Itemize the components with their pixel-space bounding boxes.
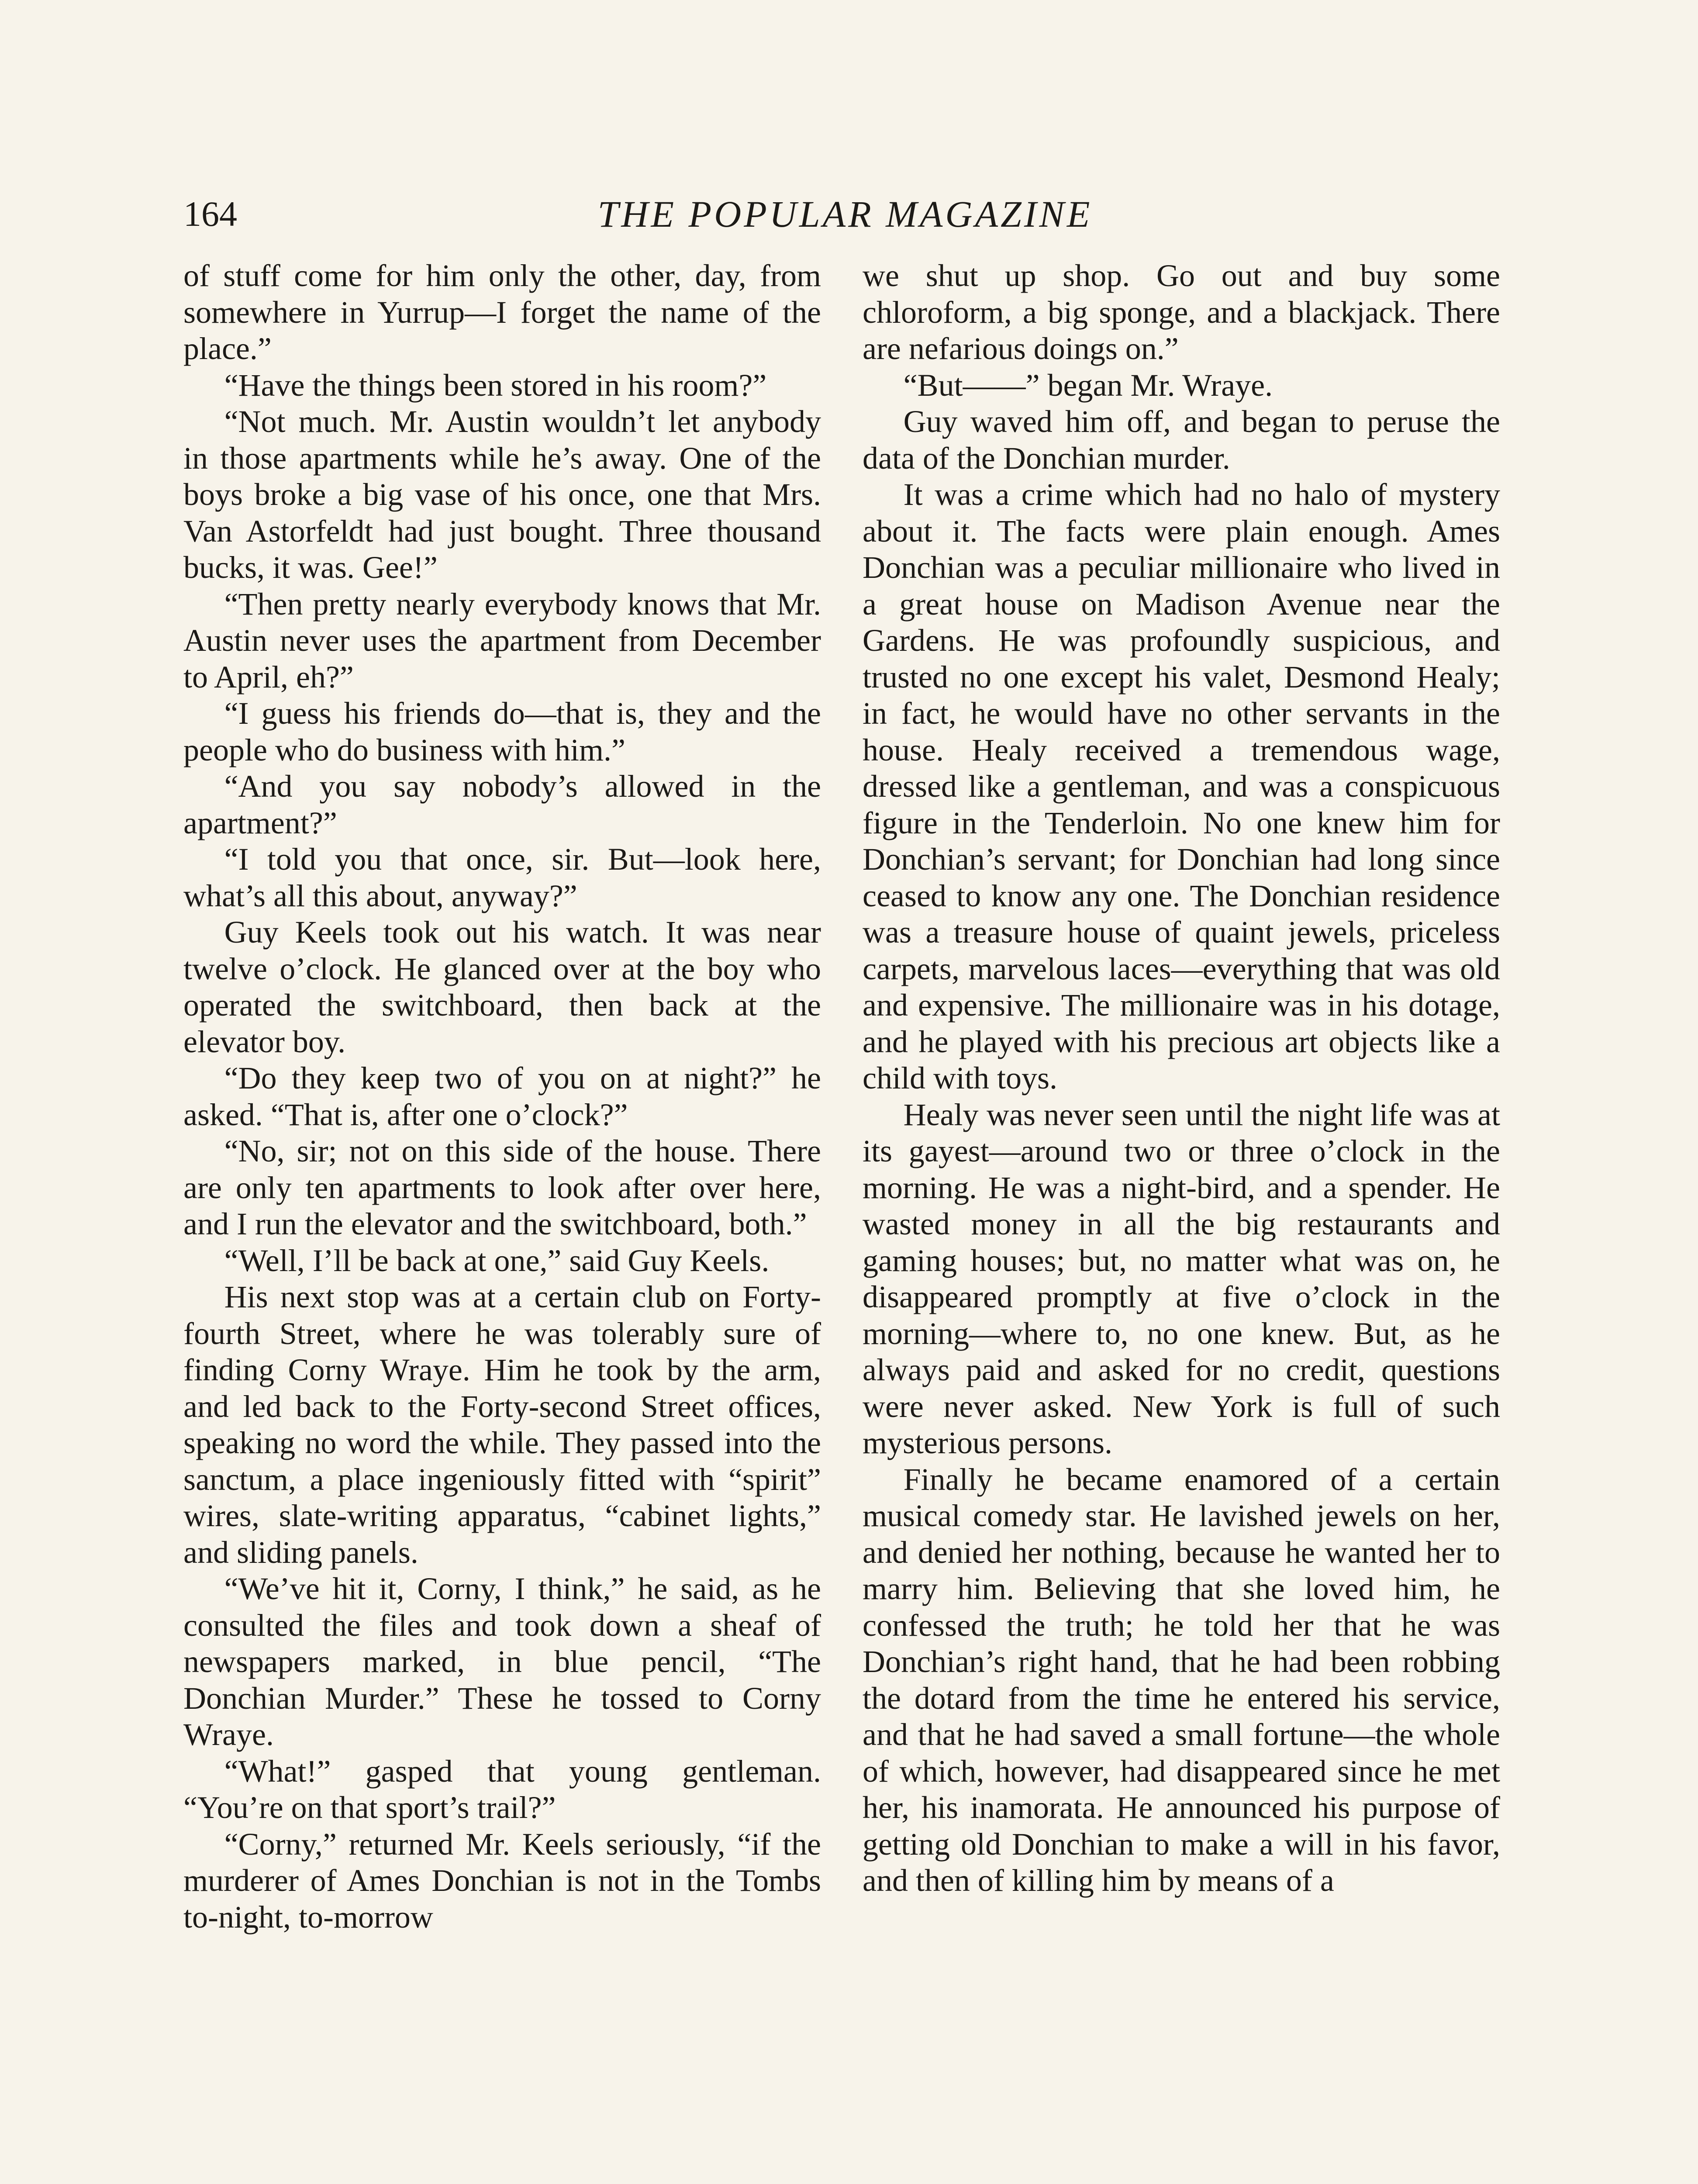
page-number: 164 <box>183 194 237 234</box>
paragraph: “But——” began Mr. Wraye. <box>903 367 1273 403</box>
paragraph: “No, sir; not on this side of the house. There are only ten apartments to look after over here, and I run the elevator and the switchboard, both.” <box>183 1133 821 1241</box>
left-column <box>183 258 821 1935</box>
paragraph: “Not much. Mr. Austin wouldn’t let anybody in those apartments while he’s away. One of the boys broke a big vase of his once, one that Mrs. Van Astorfeldt had just bought. Three thousand bucks, it was. Gee!” <box>183 404 821 585</box>
paragraph: His next stop was at a certain club on Forty-fourth Street, where he was tolerably sure of finding Corny Wraye. Him he took by the arm, and led back to the Forty-second Street offices, speaking no word the while. They passed into the sanctum, a place ingeniously fitted with “spirit” wires, slate-writing apparatus, “cabinet lights,” and sliding panels. <box>183 1279 821 1570</box>
right-column <box>863 258 1500 1899</box>
page-header <box>183 183 1507 240</box>
paragraph: Guy waved him off, and began to peruse the data of the Donchian murder. <box>863 404 1500 476</box>
paragraph: “Do they keep two of you on at night?” he asked. “That is, after one o’clock?” <box>183 1061 821 1132</box>
paragraph: “What!” gasped that young gentleman. “You’re on that sport’s trail?” <box>183 1753 821 1825</box>
paragraph: we shut up shop. Go out and buy some chloroform, a big sponge, and a blackjack. There are nefarious doings on.” <box>863 258 1500 366</box>
paragraph: Healy was never seen until the night life was at its gayest—around two or three o’clock in the morning. He was a night-bird, and a spender. He wasted money in all the big restaurants and gaming houses; but, no matter what was on, he disappeared promptly at five o’clock in the morning—where to, no one knew. But, as he always paid and asked for no credit, questions were never asked. New York is full of such mysterious persons. <box>863 1097 1500 1460</box>
paragraph: “Well, I’ll be back at one,” said Guy Keels. <box>224 1243 770 1278</box>
paragraph: “Then pretty nearly everybody knows that Mr. Austin never uses the apartment from December to April, eh?” <box>183 586 821 695</box>
paragraph: “And you say nobody’s allowed in the apartment?” <box>183 769 821 840</box>
paragraph: “Have the things been stored in his room?” <box>224 367 767 403</box>
paragraph: “We’ve hit it, Corny, I think,” he said, as he consulted the files and took down a sheaf of newspapers marked, in blue pencil, “The Donchian Murder.” These he tossed to Corny Wraye. <box>183 1571 821 1752</box>
running-title: THE POPULAR MAGAZINE <box>597 193 1093 235</box>
paragraph: It was a crime which had no halo of mystery about it. The facts were plain enough. Ames Donchian was a peculiar millionaire who lived in a great house on Madison Avenue near the Gardens. He was profoundly suspicious, and trusted no one except his valet, Desmond Healy; in fact, he would have no other servants in the house. Healy received a tremendous wage, dressed like a gentleman, and was a conspicuous figure in the Tenderloin. No one knew him for Donchian’s servant; for Donchian had long since ceased to know any one. The Donchian residence was a treasure house of quaint jewels, priceless carpets, marvelous laces—everything that was old and expensive. The millionaire was in his dotage, and he played with his precious art objects like a child with toys. <box>863 477 1500 1095</box>
paragraph: of stuff come for him only the other, day, from somewhere in Yurrup—I forget the name of the place.” <box>183 258 821 366</box>
paragraph: “Corny,” returned Mr. Keels seriously, “if the murderer of Ames Donchian is not in the Tombs to-night, to-morrow <box>183 1826 821 1935</box>
paragraph: “I guess his friends do—that is, they and the people who do business with him.” <box>183 696 821 767</box>
paragraph: Finally he became enamored of a certain musical comedy star. He lavished jewels on her, and denied her nothing, because he wanted her to marry him. Believing that she loved him, he confessed the truth; he told her that he was Donchian’s right hand, that he had been robbing the dotard from the time he entered his service, and that he had saved a small fortune—the whole of which, however, had disappeared since he met her, his inamorata. He announced his purpose of getting old Donchian to make a will in his favor, and then of killing him by means of a <box>863 1462 1500 1898</box>
paragraph: “I told you that once, sir. But—look here, what’s all this about, anyway?” <box>183 842 821 913</box>
paragraph: Guy Keels took out his watch. It was near twelve o’clock. He glanced over at the boy who operated the switchboard, then back at the elevator boy. <box>183 915 821 1059</box>
